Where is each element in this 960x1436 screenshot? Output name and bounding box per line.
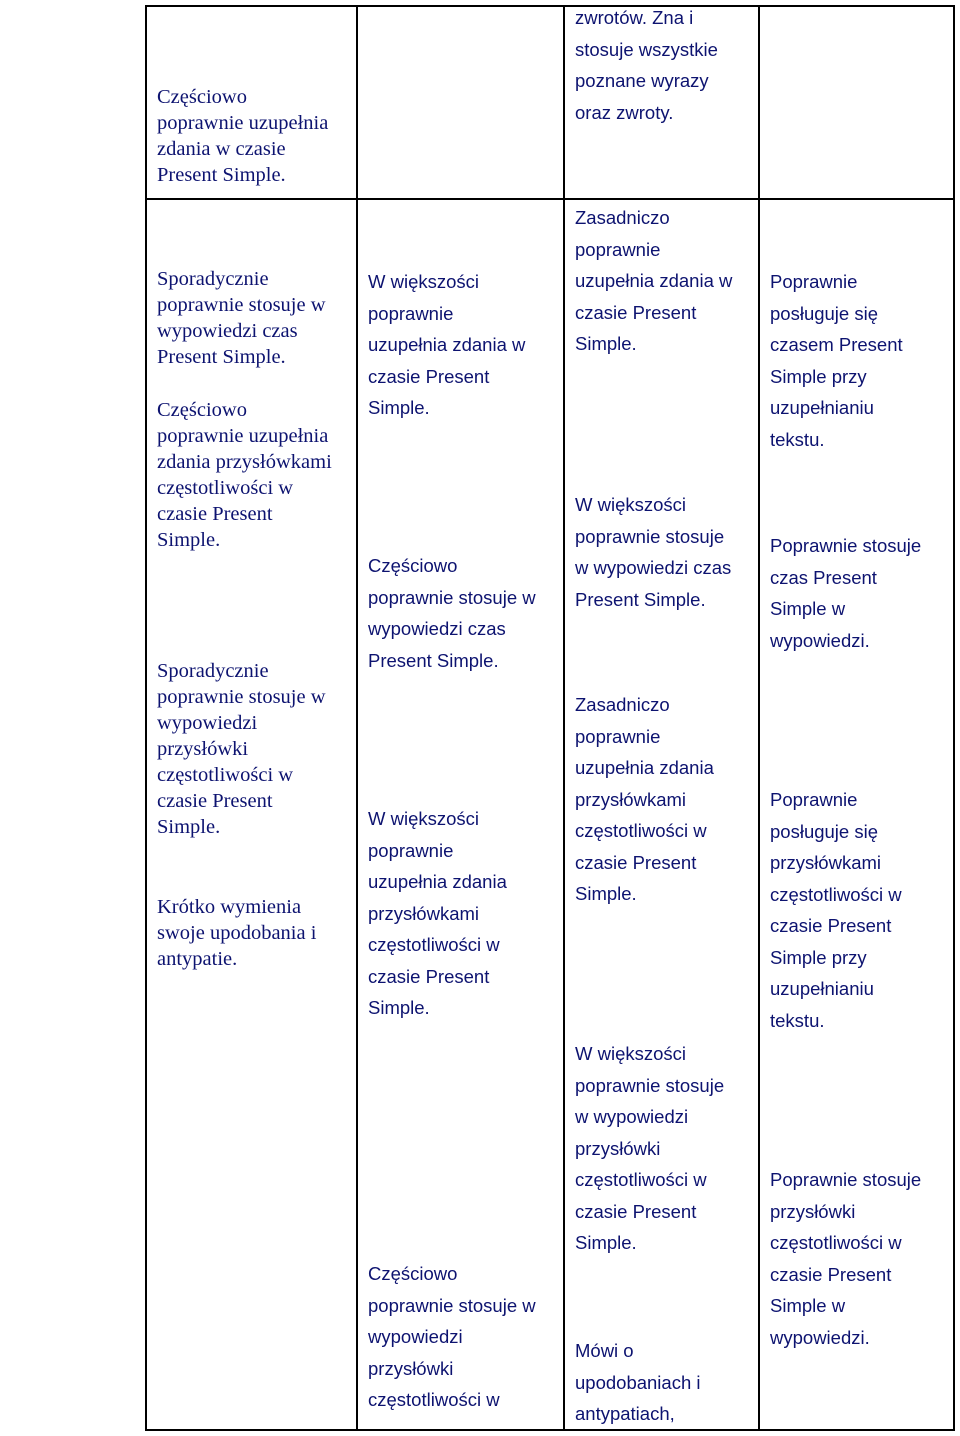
cell-text: W większości poprawnie stosuje w wypowiedzi czas Present Simple. bbox=[575, 494, 732, 610]
row-divider bbox=[145, 198, 955, 200]
column-divider bbox=[563, 5, 565, 1431]
cell-text: Częściowo poprawnie stosuje w wypowiedzi czas Present Simple. bbox=[368, 555, 536, 671]
cell-text: Mówi o upodobaniach i antypatiach, bbox=[575, 1340, 701, 1424]
column-divider bbox=[356, 5, 358, 1431]
cell-text: Poprawnie posługuje się czasem Present Simple przy uzupełnianiu tekstu. bbox=[770, 271, 903, 450]
cell-text: Częściowo poprawnie uzupełnia zdania przysłówkami częstotliwości w czasie Present Simple. bbox=[157, 399, 332, 551]
cell-text: W większości poprawnie uzupełnia zdania przysłówkami częstotliwości w czasie Present Simple. bbox=[368, 808, 507, 1018]
cell-text: Poprawnie posługuje się przysłówkami częstotliwości w czasie Present Simple przy uzupełnianiu tekstu. bbox=[770, 789, 902, 1031]
cell-text: W większości poprawnie stosuje w wypowiedzi przysłówki częstotliwości w czasie Present Simple. bbox=[575, 1043, 725, 1253]
cell-text: Zasadniczo poprawnie uzupełnia zdania przysłówkami częstotliwości w czasie Present Simple. bbox=[575, 694, 714, 904]
cell-text: Krótko wymienia swoje upodobania i antypatie. bbox=[157, 896, 317, 970]
table-border-left bbox=[145, 5, 147, 1431]
cell-text: Częściowo poprawnie stosuje w wypowiedzi przysłówki częstotliwości w bbox=[368, 1263, 536, 1410]
cell-text: Sporadycznie poprawnie stosuje w wypowiedzi czas Present Simple. bbox=[157, 268, 326, 368]
cell-text: Zasadniczo poprawnie uzupełnia zdania w czasie Present Simple. bbox=[575, 207, 733, 354]
table-border-right bbox=[953, 5, 955, 1431]
column-divider bbox=[758, 5, 760, 1431]
cell-text: Poprawnie stosuje przysłówki częstotliwości w czasie Present Simple w wypowiedzi. bbox=[770, 1169, 922, 1348]
cell-text: zwrotów. Zna i stosuje wszystkie poznane wyrazy oraz zwroty. bbox=[575, 7, 718, 123]
table-border-bottom bbox=[145, 1429, 955, 1431]
cell-text: Sporadycznie poprawnie stosuje w wypowiedzi przysłówki częstotliwości w czasie Present Simple. bbox=[157, 660, 326, 838]
cell-text: Częściowo poprawnie uzupełnia zdania w czasie Present Simple. bbox=[157, 86, 329, 186]
cell-text: Poprawnie stosuje czas Present Simple w wypowiedzi. bbox=[770, 535, 922, 651]
cell-text: W większości poprawnie uzupełnia zdania w czasie Present Simple. bbox=[368, 271, 526, 418]
table-border-top bbox=[145, 5, 955, 7]
